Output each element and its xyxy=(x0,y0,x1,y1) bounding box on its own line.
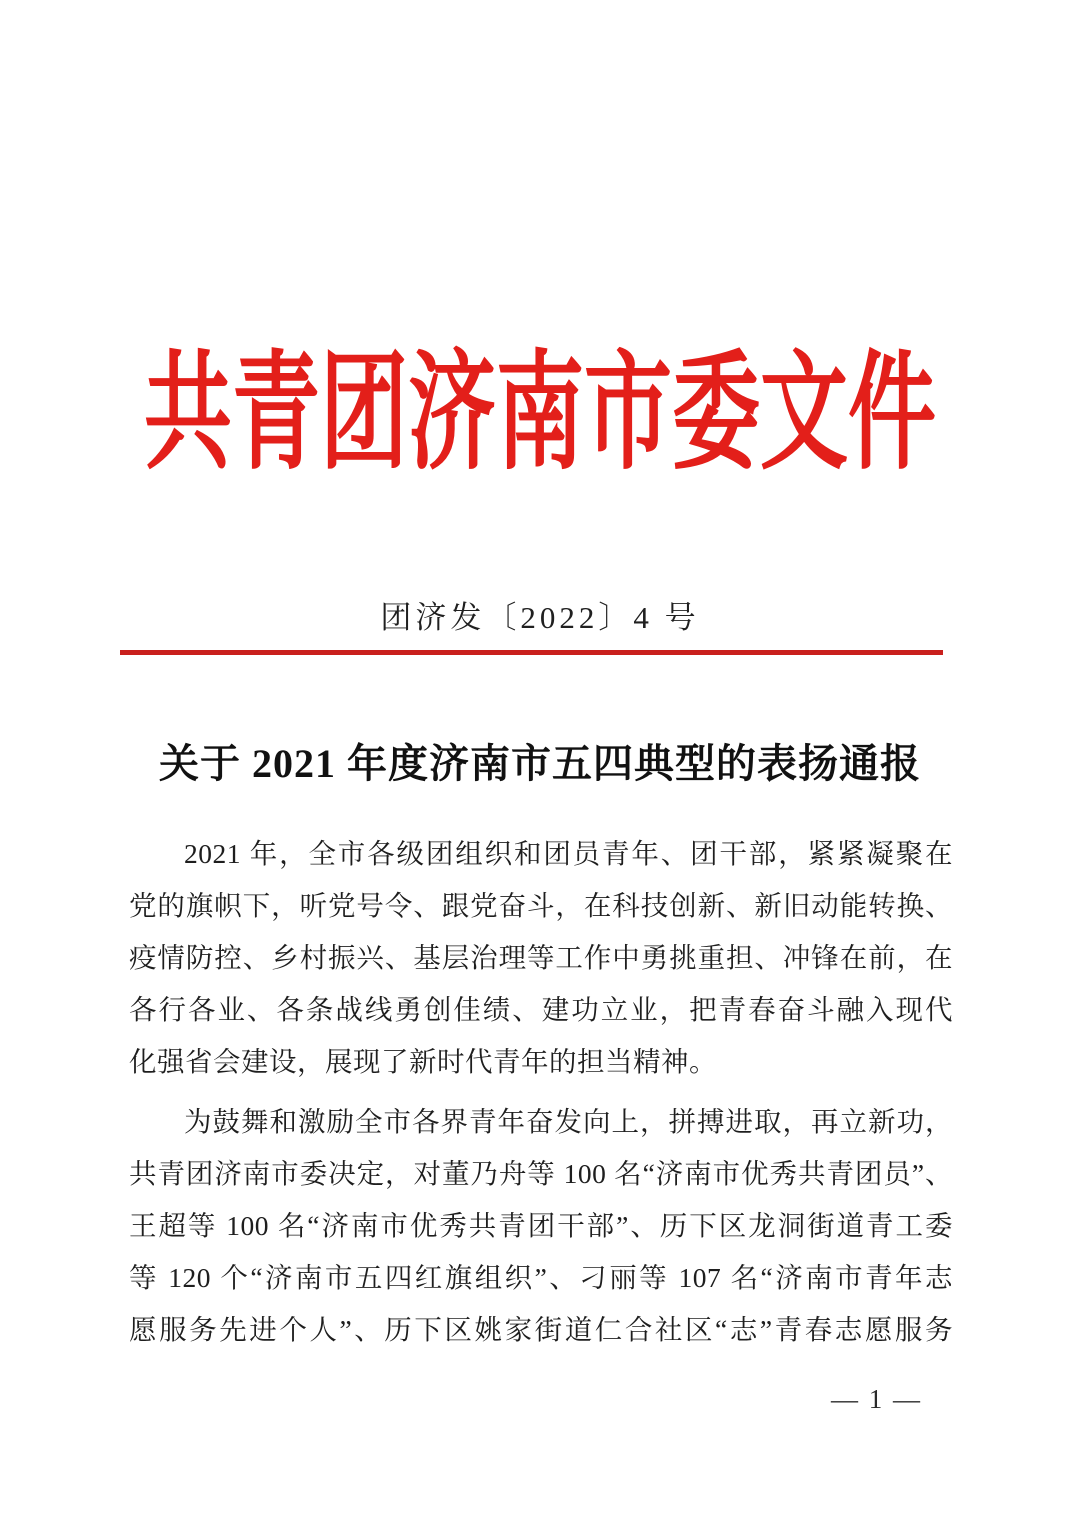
body-paragraph-2 xyxy=(129,1096,953,1356)
body-line: 共青团济南市委决定，对董乃舟等 100 名“济南市优秀共青团员”、 xyxy=(129,1158,953,1189)
body-line: 疫情防控、乡村振兴、基层治理等工作中勇挑重担、冲锋在前，在 xyxy=(129,942,953,973)
body-line: 2021 年，全市各级团组织和团员青年、团干部，紧紧凝聚在 xyxy=(184,838,953,869)
page-number: — 1 — xyxy=(831,1384,922,1414)
body-line: 等 120 个“济南市五四红旗组织”、刁丽等 107 名“济南市青年志 xyxy=(129,1262,953,1293)
body-line: 愿服务先进个人”、历下区姚家街道仁合社区“志”青春志愿服务 xyxy=(129,1314,953,1345)
red-separator-rule xyxy=(120,650,943,655)
body-line: 党的旗帜下，听党号令、跟党奋斗，在科技创新、新旧动能转换、 xyxy=(129,890,953,921)
body-line: 为鼓舞和激励全市各界青年奋发向上，拼搏进取，再立新功， xyxy=(184,1106,953,1137)
body-line: 化强省会建设，展现了新时代青年的担当精神。 xyxy=(129,1046,717,1077)
body-line: 各行各业、各条战线勇创佳绩、建功立业，把青春奋斗融入现代 xyxy=(129,994,953,1025)
body-paragraph-1 xyxy=(129,828,953,1088)
red-header-banner-title: 共青团济南市委文件 xyxy=(143,344,936,486)
document-number: 团济发〔2022〕4 号 xyxy=(380,600,700,635)
document-body xyxy=(129,828,953,1356)
document-title: 关于 2021 年度济南市五四典型的表扬通报 xyxy=(159,741,921,786)
body-line: 王超等 100 名“济南市优秀共青团干部”、历下区龙洞街道青工委 xyxy=(129,1210,953,1241)
